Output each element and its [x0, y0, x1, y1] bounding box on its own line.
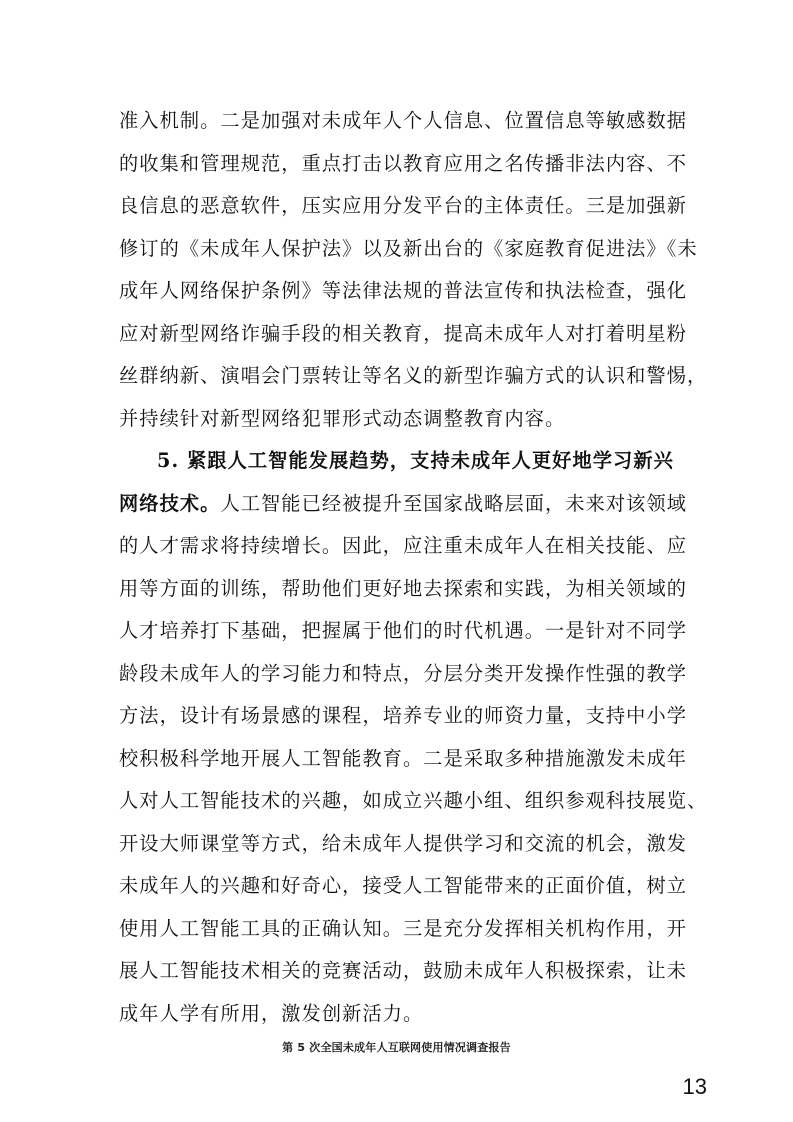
paragraph-line: 并持续针对新型网络犯罪形式动态调整教育内容。	[119, 406, 566, 430]
paragraph-line: 成年人学有所用，激发创新活力。	[119, 1001, 424, 1025]
section-heading-continuation	[119, 483, 688, 526]
paragraph-line: 用等方面的训练，帮助他们更好地去探索和实践，为相关领域的	[119, 576, 688, 600]
paragraph-line: 校积极科学地开展人工智能教育。二是采取多种措施激发未成年	[119, 746, 688, 770]
paragraph-line: 人对人工智能技术的兴趣，如成立兴趣小组、组织参观科技展览、	[119, 789, 708, 812]
section-heading-end: 网络技术。	[119, 491, 221, 515]
section-heading-line: 5. 紧跟人工智能发展趋势，支持未成年人更好地学习新兴	[157, 449, 674, 472]
paragraph-line: 丝群纳新、演唱会门票转让等名义的新型诈骗方式的认识和警惕，	[119, 364, 708, 387]
paragraph-line: 准入机制。二是加强对未成年人个人信息、位置信息等敏感数据	[119, 109, 688, 132]
paragraph-line: 良信息的恶意软件，压实应用分发平台的主体责任。三是加强新	[119, 194, 688, 217]
footer-report-title: 第 5 次全国未成年人互联网使用情况调查报告	[282, 1041, 511, 1054]
paragraph-line: 的人才需求将持续增长。因此，应注重未成年人在相关技能、应	[119, 534, 688, 557]
paragraph-line: 修订的《未成年人保护法》以及新出台的《家庭教育促进法》《未	[119, 236, 698, 260]
body-text	[119, 100, 708, 1035]
paragraph-line: 龄段未成年人的学习能力和特点，分层分类开发操作性强的教学	[119, 661, 688, 685]
paragraph-line: 成年人网络保护条例》等法律法规的普法宣传和执法检查，强化	[119, 279, 688, 302]
paragraph-line: 使用人工智能工具的正确认知。三是充分发挥相关机构作用，开	[119, 916, 688, 940]
paragraph-line: 人才培养打下基础，把握属于他们的时代机遇。一是针对不同学	[119, 619, 688, 642]
paragraph-line: 的收集和管理规范，重点打击以教育应用之名传播非法内容、不	[119, 151, 688, 175]
paragraph-line: 开设大师课堂等方式，给未成年人提供学习和交流的机会，激发	[119, 831, 688, 855]
paragraph-line: 展人工智能技术相关的竞赛活动，鼓励未成年人积极探索，让未	[119, 959, 688, 982]
paragraph-line: 未成年人的兴趣和好奇心，接受人工智能带来的正面价值，树立	[119, 874, 688, 897]
paragraph-line: 应对新型网络诈骗手段的相关教育，提高未成年人对打着明星粉	[119, 321, 688, 345]
paragraph-line-text: 人工智能已经被提升至国家战略层面，未来对该领域	[220, 491, 688, 515]
page-number: 13	[682, 1074, 707, 1099]
paragraph-line: 方法，设计有场景感的课程，培养专业的师资力量，支持中小学	[119, 704, 688, 727]
